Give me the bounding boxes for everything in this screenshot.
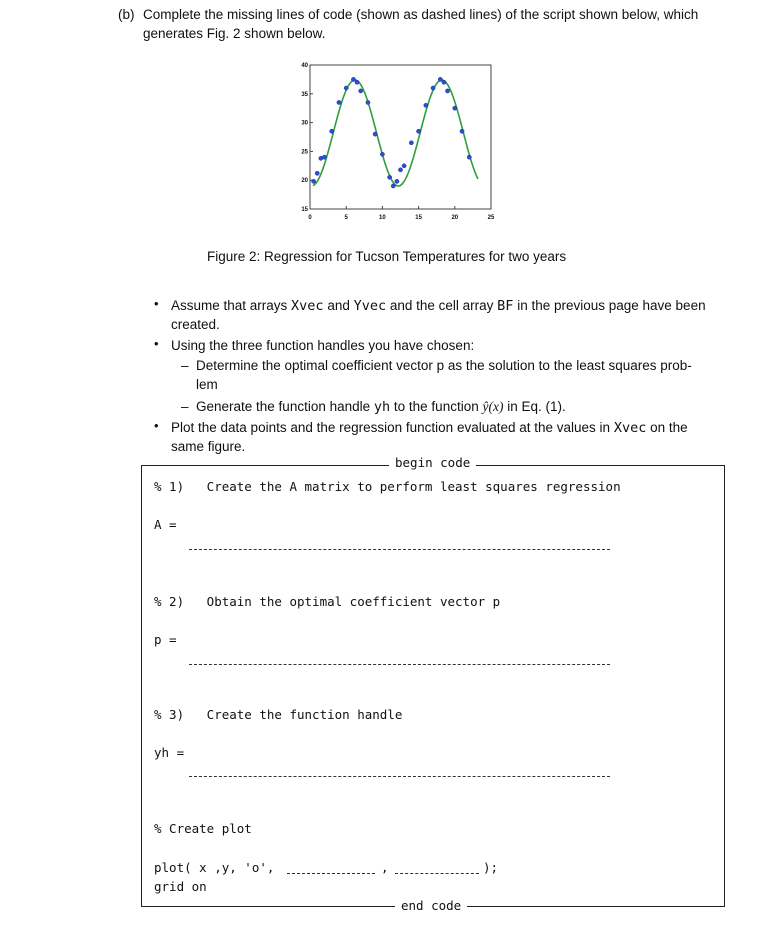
data-point: [366, 100, 370, 104]
data-point: [337, 100, 341, 104]
code-comment-1: % 1) Create the A matrix to perform least squares regression: [154, 479, 621, 494]
bullet-dot-2: •: [154, 336, 159, 351]
data-point: [398, 168, 402, 172]
bullet-3-line-2: same figure.: [171, 439, 246, 454]
y-tick-label: 20: [301, 178, 308, 185]
bullet-1-line-1: [171, 296, 706, 316]
code-comment-3: % 3) Create the function handle: [154, 707, 403, 722]
sub-item-1-line-1: Determine the optimal coefficient vector p as the solution to the least squares prob-: [196, 358, 692, 373]
code-grid-on: grid on: [154, 879, 207, 894]
bullet-1-line-2: created.: [171, 317, 220, 332]
data-point: [417, 129, 421, 133]
code-box: [141, 465, 725, 907]
data-point: [330, 129, 334, 133]
y-tick-label: 15: [301, 207, 308, 213]
bullet-3-text-c: on the: [646, 420, 688, 435]
bullet-1-text-e: and the cell array: [386, 298, 498, 313]
data-point: [460, 129, 464, 133]
bullet-dot-1: •: [154, 296, 159, 311]
sub-item-2-text-c: to the function: [390, 399, 483, 414]
data-point: [312, 179, 316, 183]
y-tick-label: 40: [301, 63, 308, 69]
data-point: [351, 77, 355, 81]
data-point: [409, 141, 413, 145]
bullet-1-bf: BF: [497, 298, 514, 314]
data-point: [355, 80, 359, 84]
data-point: [442, 80, 446, 84]
code-blank-plot-2[interactable]: [395, 873, 479, 874]
x-tick-label: 15: [415, 215, 422, 221]
figure-caption: Figure 2: Regression for Tucson Temperatures for two years: [207, 249, 567, 264]
code-p-assign: p =: [154, 632, 177, 647]
code-plot-sep: ,: [381, 860, 389, 875]
code-blank-plot-1[interactable]: [287, 873, 375, 874]
y-tick-label: 25: [301, 149, 308, 156]
bullet-1-text-g: in the previous page have been: [513, 298, 706, 313]
data-point: [453, 106, 457, 110]
begin-code-label: begin code: [389, 455, 476, 470]
data-point: [380, 152, 384, 156]
code-comment-2: % 2) Obtain the optimal coefficient vector p: [154, 594, 501, 609]
code-blank-yh[interactable]: [189, 776, 610, 777]
data-point: [373, 132, 377, 136]
data-point: [391, 184, 395, 188]
bullet-3-line-1: [171, 418, 688, 438]
sub-item-2-yh: yh: [373, 399, 391, 415]
x-tick-label: 0: [308, 215, 312, 221]
data-point: [359, 89, 363, 93]
x-tick-label: 25: [487, 215, 495, 221]
sub-item-2-text-a: Generate the function handle: [196, 399, 374, 414]
bullet-1-text-c: and: [323, 298, 354, 313]
code-blank-a[interactable]: [189, 549, 610, 550]
bullet-1-text-a: Assume that arrays: [171, 298, 292, 313]
code-a-assign: A =: [154, 517, 177, 532]
question-line-1: Complete the missing lines of code (shown as dashed lines) of the script shown below, which: [143, 7, 699, 22]
code-comment-4: % Create plot: [154, 821, 252, 836]
data-point: [467, 155, 471, 159]
x-tick-label: 10: [379, 215, 386, 221]
bullet-2-text: Using the three function handles you have chosen:: [171, 338, 475, 353]
data-point: [344, 86, 348, 90]
sub-item-2: [196, 397, 566, 417]
bullet-dot-3: •: [154, 418, 159, 433]
y-tick-label: 30: [301, 120, 308, 127]
regression-chart: [280, 55, 510, 230]
bullet-3-text-a: Plot the data points and the regression function evaluated at the values in: [171, 420, 614, 435]
y-tick-label: 35: [301, 91, 308, 98]
x-tick-label: 5: [344, 215, 348, 221]
data-point: [445, 89, 449, 93]
end-code-label: end code: [395, 898, 467, 913]
sub-dash-1: –: [181, 358, 189, 373]
data-point: [315, 171, 319, 175]
code-plot-end: );: [483, 860, 499, 875]
x-tick-label: 20: [451, 215, 459, 221]
bullet-3-xvec: Xvec: [613, 420, 647, 436]
data-point: [431, 86, 435, 90]
data-point: [438, 77, 442, 81]
data-point: [388, 175, 392, 179]
code-plot-start: plot( x ,y, 'o',: [154, 860, 275, 875]
sub-item-2-yhat: ŷ(x): [482, 399, 504, 414]
question-line-2: generates Fig. 2 shown below.: [143, 26, 326, 41]
bullet-1-yvec: Yvec: [353, 298, 387, 314]
bullet-1-xvec: Xvec: [291, 298, 324, 314]
sub-item-2-text-e: in Eq. (1).: [503, 399, 566, 414]
data-point: [402, 164, 406, 168]
code-yh-assign: yh =: [154, 745, 185, 760]
data-point: [424, 103, 428, 107]
sub-item-1-line-2: lem: [196, 377, 218, 392]
sub-dash-2: –: [181, 399, 189, 414]
question-label: (b): [118, 7, 135, 22]
code-blank-p[interactable]: [189, 664, 610, 665]
data-point: [322, 155, 326, 159]
data-point: [395, 179, 399, 183]
